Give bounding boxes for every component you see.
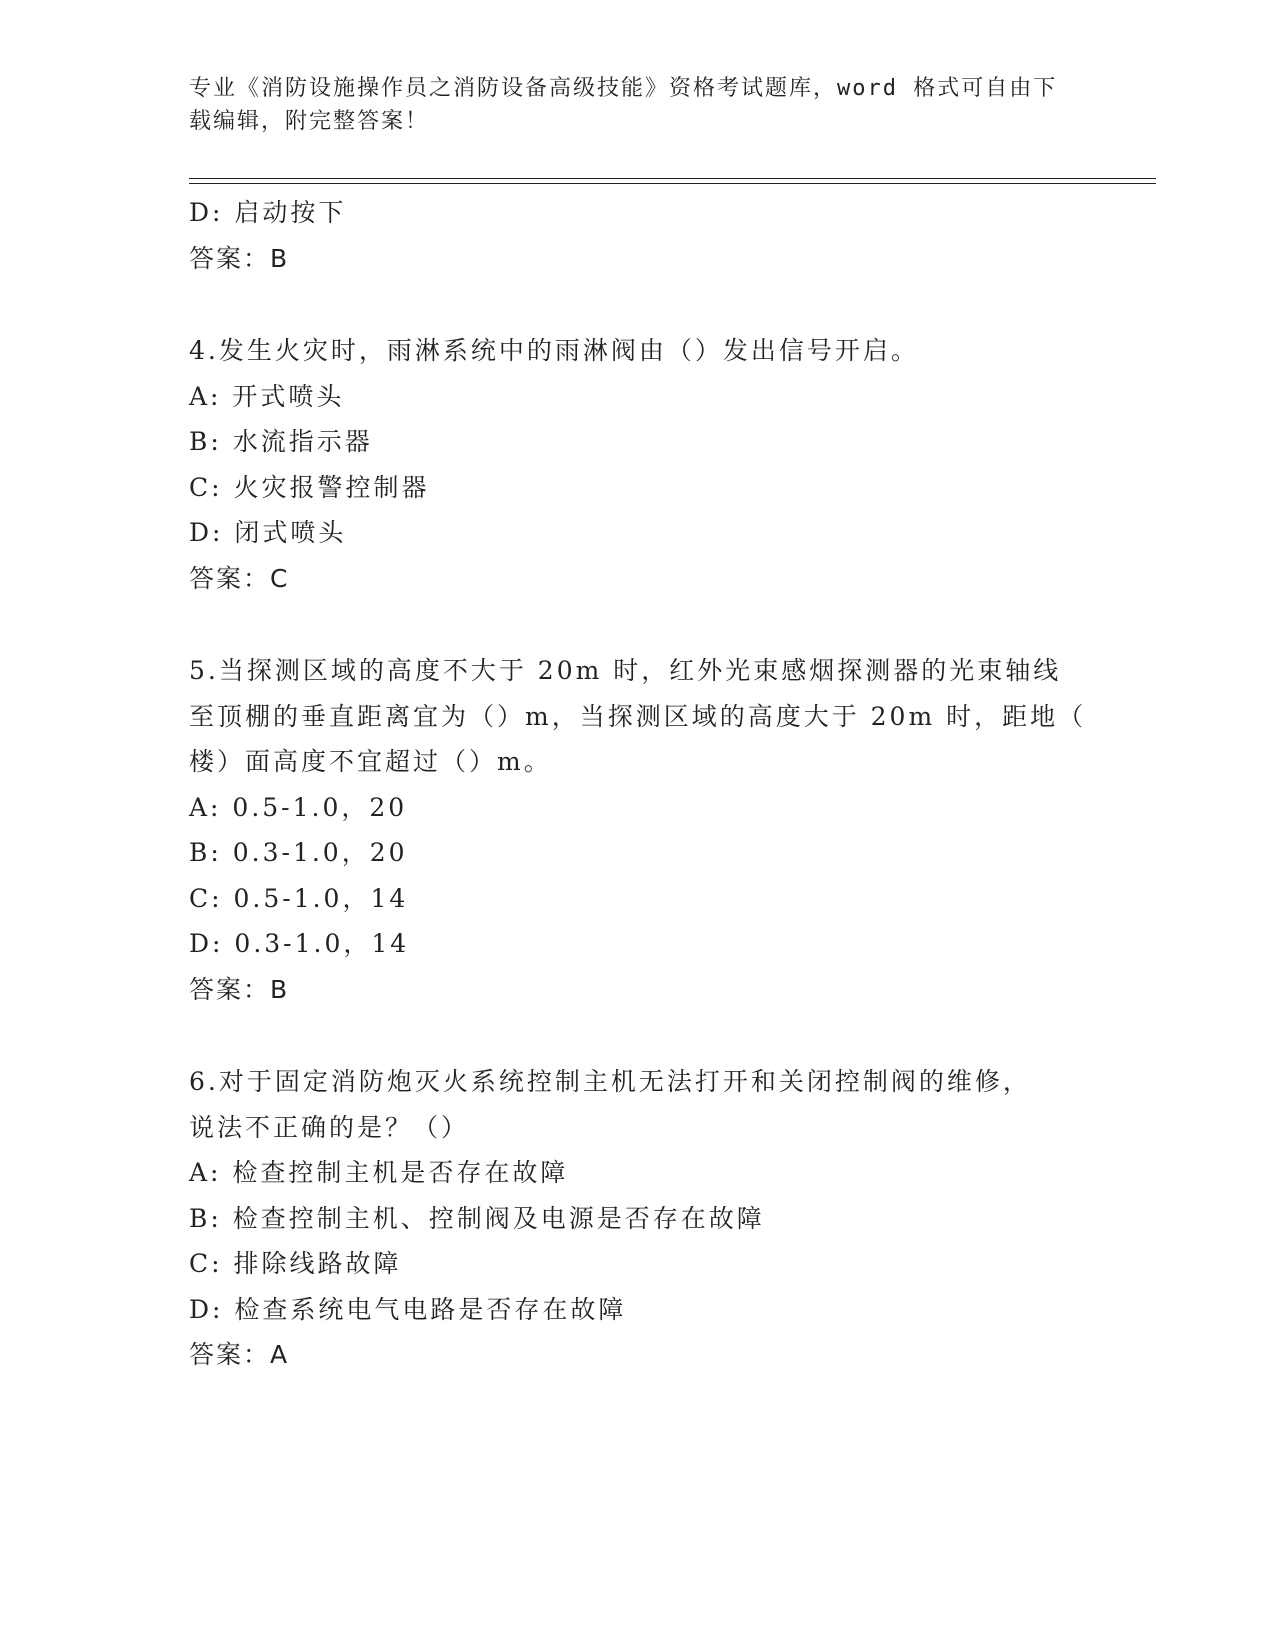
option-a: A: 开式喷头 xyxy=(189,381,345,411)
header-divider-top xyxy=(189,178,1156,179)
header-divider-bottom xyxy=(189,183,1156,184)
answer-line: 答案：A xyxy=(189,1340,290,1369)
option-a: A: 0.5-1.0，20 xyxy=(189,792,408,822)
answer-line: 答案：B xyxy=(189,974,290,1004)
question-stem-line: 说法不正确的是？（） xyxy=(189,1112,470,1142)
question-stem-line: 至顶棚的垂直距离宜为（）m，当探测区域的高度大于 20m 时，距地（ xyxy=(189,701,1087,731)
option-b: B: 0.3-1.0，20 xyxy=(189,838,408,867)
answer-line: 答案：C xyxy=(189,563,290,593)
question-stem-line: 6.对于固定消防炮灭火系统控制主机无法打开和关闭控制阀的维修， xyxy=(189,1067,1031,1096)
previous-question-tail xyxy=(189,190,1089,281)
question-list xyxy=(189,190,1089,1378)
option-d: D: 启动按下 xyxy=(189,198,347,227)
option-c: C: 火灾报警控制器 xyxy=(189,472,430,502)
option-d: D: 检查系统电气电路是否存在故障 xyxy=(189,1294,627,1324)
option-b: B: 水流指示器 xyxy=(189,427,373,456)
option-c: C: 0.5-1.0，14 xyxy=(189,883,409,913)
answer-line: 答案：B xyxy=(189,243,290,273)
question-5 xyxy=(189,648,1089,1012)
option-b: B: 检查控制主机、控制阀及电源是否存在故障 xyxy=(189,1203,765,1233)
question-6 xyxy=(189,1059,1089,1378)
option-d: D: 闭式喷头 xyxy=(189,518,347,547)
document-header xyxy=(189,72,1089,138)
question-stem-line: 楼）面高度不宜超过（）m。 xyxy=(189,747,552,776)
option-a: A: 检查控制主机是否存在故障 xyxy=(189,1158,569,1187)
option-d: D: 0.3-1.0，14 xyxy=(189,929,410,958)
question-stem-line: 5.当探测区域的高度不大于 20m 时，红外光束感烟探测器的光束轴线 xyxy=(189,656,1062,685)
question-4 xyxy=(189,328,1089,601)
header-line-2: 载编辑，附完整答案！ xyxy=(189,109,430,134)
question-stem-line: 4.发生火灾时，雨淋系统中的雨淋阀由（）发出信号开启。 xyxy=(189,336,919,365)
header-line-1: 专业《消防设施操作员之消防设备高级技能》资格考试题库，word 格式可自由下 xyxy=(189,76,1058,101)
option-c: C: 排除线路故障 xyxy=(189,1249,402,1278)
